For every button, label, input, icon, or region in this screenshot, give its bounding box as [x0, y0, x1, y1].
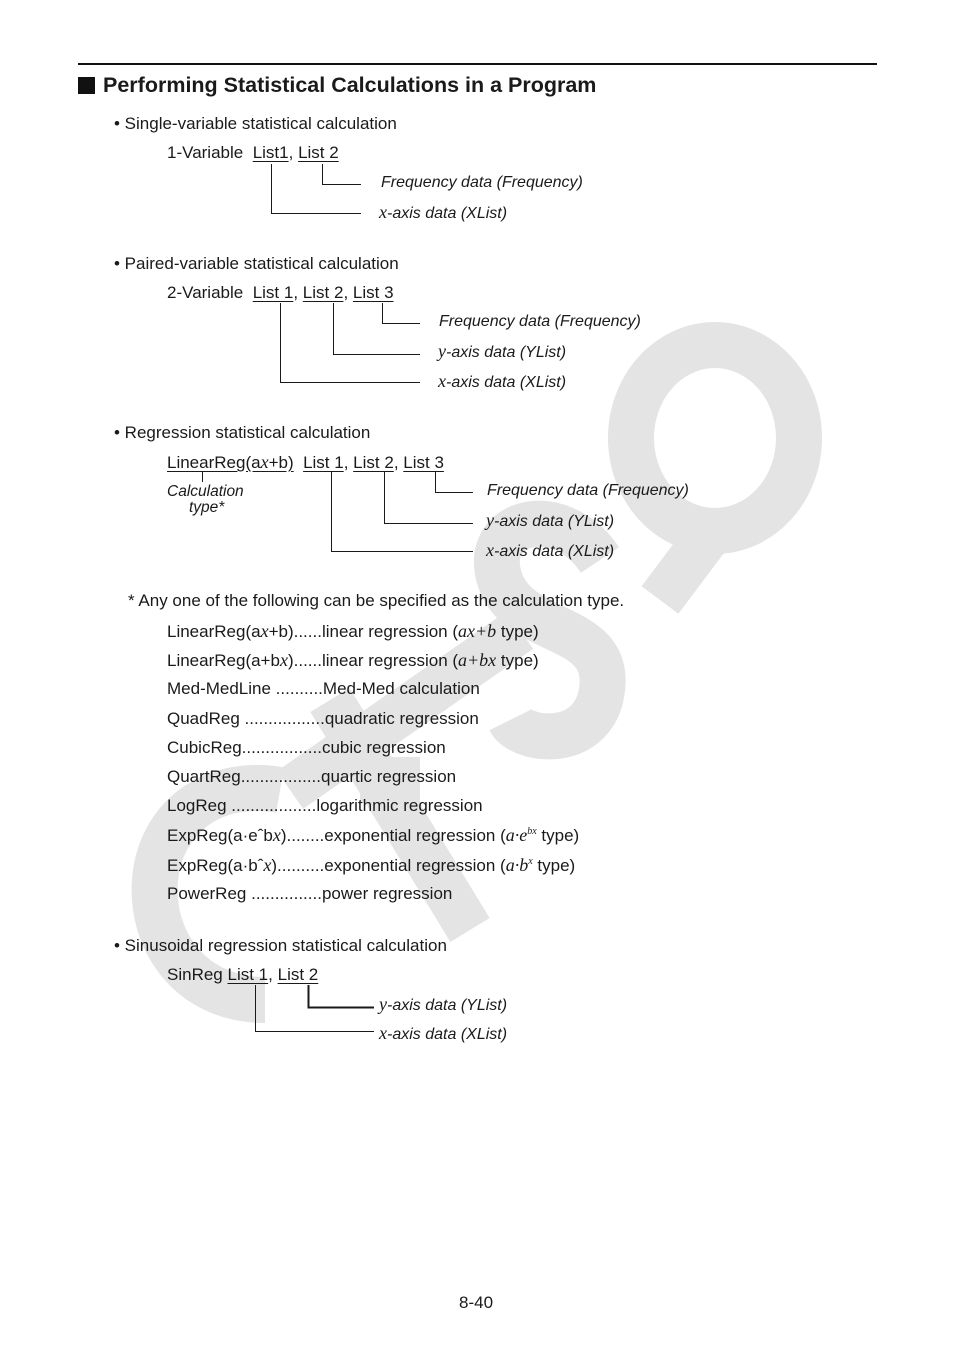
type-leader-dots: .................: [239, 709, 325, 728]
regression-list-b: List 2: [353, 453, 394, 472]
regression-command: LinearReg(ax+b) List 1, List 2, List 3: [167, 452, 444, 472]
type-row: [167, 679, 480, 699]
type-description: cubic regression: [321, 738, 446, 757]
single-sep: ,: [288, 143, 294, 162]
type-leader-dots: ..........: [270, 679, 323, 698]
calc-type-label-2: type*: [189, 499, 225, 516]
paired-list-c: List 3: [352, 283, 394, 302]
type-leader-dots: ..........: [277, 856, 325, 875]
single-x-connector: [272, 164, 362, 214]
sin-y-label: y-axis data (YList): [379, 994, 508, 1014]
type-description: logarithmic regression: [316, 796, 483, 815]
reg-freq-connector: [436, 472, 474, 493]
type-description: exponential regression ($a\cdot e^{bx}$ type): [324, 825, 580, 845]
sinusoidal-bullet: • Sinusoidal regression statistical calculation: [114, 936, 447, 955]
single-list-a: List1: [252, 143, 289, 162]
type-description: linear regression (ax+b type): [321, 621, 539, 641]
type-row: [167, 884, 452, 904]
single-command: [167, 143, 339, 163]
paired-bullet: • Paired-variable statistical calculation: [114, 254, 399, 273]
paired-x-connector: [281, 303, 421, 383]
regression-list-c: List 3: [403, 453, 444, 472]
type-row: [167, 767, 456, 787]
type-command: QuartReg: [167, 767, 241, 786]
calc-type-label-1: Calculation: [167, 483, 244, 500]
paired-list-a: List 1: [252, 283, 294, 302]
type-description: Med-Med calculation: [322, 679, 480, 698]
paired-x-label: x-axis data (XList): [438, 371, 567, 391]
single-freq-connector: [323, 164, 362, 185]
type-row: [167, 738, 446, 758]
type-description: exponential regression ($a\cdot b^x$ type): [324, 855, 576, 875]
type-command: ExpReg(a·bˆx): [167, 855, 278, 875]
type-description: linear regression (a+bx type): [321, 650, 539, 670]
regression-freq-label: Frequency data (Frequency): [487, 482, 689, 499]
type-row: [167, 855, 575, 876]
reg-y-connector: [385, 472, 474, 524]
type-row: [167, 796, 483, 816]
type-leader-dots: ........: [286, 826, 325, 845]
sinusoidal-command: SinReg List 1, List 2: [167, 965, 319, 984]
sin-x-label: x-axis data (XList): [379, 1023, 508, 1043]
sin-cmd-prefix: SinReg: [167, 965, 223, 984]
paired-y-connector: [334, 303, 421, 355]
type-description: quartic regression: [321, 767, 457, 786]
heading-text: Performing Statistical Calculations in a Program: [103, 73, 597, 97]
regression-cmd: LinearReg(ax+b): [167, 452, 294, 472]
paired-freq-label: Frequency data (Frequency): [439, 313, 641, 330]
paired-command: 2-Variable List 1, List 2, List 3: [167, 283, 394, 302]
single-bullet: • Single-variable statistical calculation: [114, 114, 397, 133]
single-cmd-prefix: 1-Variable: [167, 143, 244, 162]
page-number: 8-40: [459, 1293, 494, 1312]
paired-y-label: y-axis data (YList): [438, 341, 567, 361]
type-leader-dots: ...............: [246, 884, 322, 903]
types-note: * Any one of the following can be specified as the calculation type.: [128, 591, 625, 610]
single-freq-label: Frequency data (Frequency): [381, 174, 583, 191]
single-list-b: List 2: [298, 143, 339, 162]
type-description: power regression: [321, 884, 453, 903]
type-command: LogReg: [167, 796, 227, 815]
sin-y-connector: [309, 985, 375, 1008]
type-leader-dots: ......: [293, 622, 322, 641]
type-command: LinearReg(a+bx): [167, 650, 294, 670]
regression-x-label: x-axis data (XList): [486, 540, 615, 560]
type-command: Med-MedLine: [167, 679, 271, 698]
single-x-label: x-axis data (XList): [379, 202, 508, 222]
regression-y-label: y-axis data (YList): [486, 510, 615, 530]
paired-list-b: List 2: [302, 283, 344, 302]
type-command: LinearReg(ax+b): [167, 621, 294, 641]
sin-list-b: List 2: [277, 965, 319, 984]
paired-freq-connector: [383, 303, 421, 324]
paired-cmd-prefix: 2-Variable: [167, 283, 244, 302]
type-command: CubicReg: [167, 738, 242, 757]
sin-list-a: List 1: [227, 965, 269, 984]
regression-bullet: • Regression statistical calculation: [114, 423, 371, 442]
type-row: [167, 621, 539, 642]
type-leader-dots: ..................: [226, 796, 317, 815]
regression-list-a: List 1: [303, 453, 344, 472]
type-leader-dots: .................: [241, 738, 322, 757]
type-command: QuadReg: [167, 709, 240, 728]
type-row: [167, 650, 539, 671]
type-row: [167, 709, 479, 729]
type-row: [167, 825, 579, 846]
type-command: ExpReg(a·eˆbx): [167, 825, 287, 845]
reg-x-connector: [332, 472, 474, 552]
type-description: quadratic regression: [324, 709, 479, 728]
type-leader-dots: .................: [240, 767, 321, 786]
type-command: PowerReg: [167, 884, 247, 903]
type-leader-dots: ......: [293, 651, 322, 670]
